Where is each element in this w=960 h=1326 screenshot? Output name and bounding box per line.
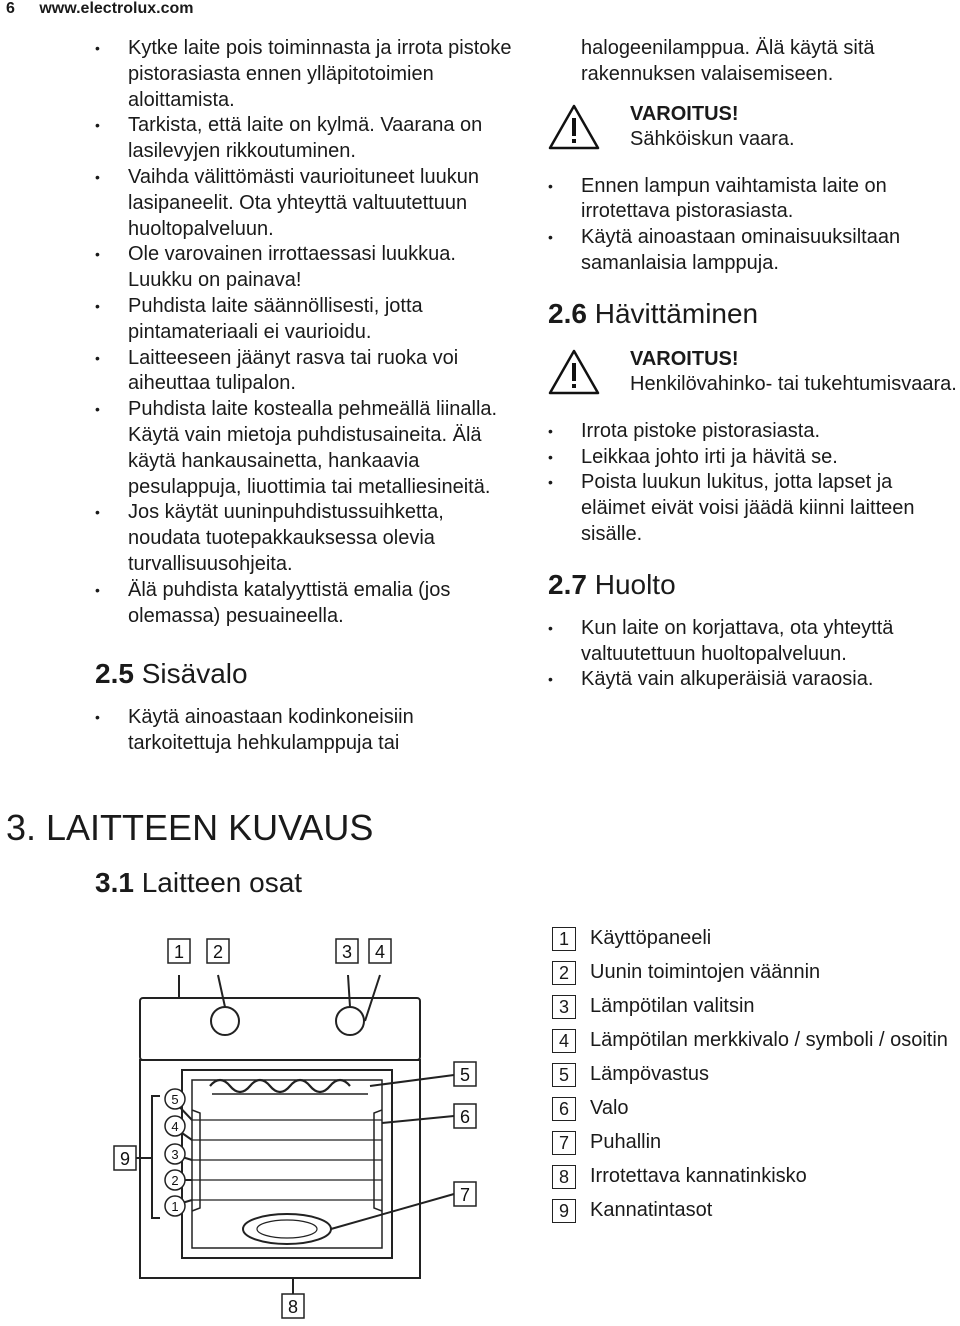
- legend-number: 9: [552, 1199, 576, 1223]
- callout-6: 6: [459, 1107, 471, 1127]
- section-title: Hävittäminen: [594, 297, 759, 329]
- page-header: [6, 0, 193, 20]
- section-title: Sisävalo: [141, 658, 248, 690]
- list-item: • Käytä ainoastaan kodinkoneisiin tarkoitettuja hehkulamppuja tai: [95, 705, 515, 757]
- callout-7: 7: [459, 1185, 471, 1205]
- legend-label: Kannatintasot: [590, 1199, 713, 1221]
- legend-item: [552, 960, 952, 985]
- legend-label: Lämpövastus: [590, 1063, 709, 1085]
- section-number: 2.5: [95, 658, 134, 690]
- maintenance-bullets: [95, 36, 515, 629]
- section-number: 2.7: [548, 568, 587, 600]
- lamp-warning-bullets: [548, 174, 960, 277]
- section-heading-2-5: [95, 657, 515, 691]
- legend-label: Valo: [590, 1097, 629, 1119]
- callout-2: 2: [212, 942, 224, 962]
- legend-number: 1: [552, 927, 576, 951]
- section-heading-2-6: [548, 297, 960, 331]
- list-item: • Tarkista, että laite on kylmä. Vaarana on lasilevyjen rikkoutuminen.: [95, 113, 515, 165]
- legend-item: [552, 926, 952, 951]
- list-item: • Irrota pistoke pistorasiasta.: [548, 419, 960, 445]
- callout-5: 5: [459, 1065, 471, 1085]
- list-item: • Käytä ainoastaan ominaisuuksiltaan samanlaisia lamppuja.: [548, 225, 960, 277]
- left-column: [95, 36, 515, 757]
- disposal-bullets: [548, 419, 960, 548]
- section-number: 2.6: [548, 297, 587, 329]
- warning-title: VAROITUS!: [630, 102, 739, 125]
- legend-label: Lämpötilan merkkivalo / symboli / osoitin: [590, 1029, 948, 1051]
- section-title: Huolto: [594, 568, 676, 600]
- legend-number: 5: [552, 1063, 576, 1087]
- legend-number: 3: [552, 995, 576, 1019]
- legend-number: 8: [552, 1165, 576, 1189]
- section-heading-3-1: [95, 866, 302, 900]
- shelf-level-1: 1: [171, 1199, 179, 1214]
- section-number: 3.1: [95, 867, 134, 898]
- shelf-level-2: 2: [171, 1173, 179, 1188]
- lamp-bullets: [95, 705, 515, 757]
- chapter-title: 3. LAITTEEN KUVAUS: [6, 807, 374, 848]
- warning-text: Sähköiskun vaara.: [630, 127, 795, 150]
- continued-text: halogeenilamppua. Älä käytä sitä rakennuksen valaisemiseen.: [581, 37, 875, 85]
- legend-label: Uunin toimintojen väännin: [590, 961, 821, 983]
- legend-label: Käyttöpaneeli: [590, 927, 712, 949]
- list-item: • Vaihda välittömästi vaurioituneet luukun lasipaneelit. Ota yhteyttä valtuutettuun huoltopalveluun.: [95, 165, 515, 242]
- warning-electric: [548, 102, 960, 152]
- callout-4: 4: [374, 942, 386, 962]
- legend-item: [552, 1062, 952, 1087]
- list-item: • Leikkaa johto irti ja hävitä se.: [548, 445, 960, 471]
- warning-text: Henkilövahinko- tai tukehtumisvaara.: [630, 372, 957, 395]
- list-item: • Puhdista laite kostealla pehmeällä liinalla. Käytä vain mietoja puhdistusaineita. Älä käytä hankausainetta, hankaavia pesulappuja, liuottimia tai metalliesineitä.: [95, 397, 515, 500]
- site-url[interactable]: www.electrolux.com: [39, 0, 194, 17]
- legend-number: 4: [552, 1029, 576, 1053]
- list-item: • Ole varovainen irrottaessasi luukkua. Luukku on painava!: [95, 242, 515, 294]
- right-column: [548, 36, 960, 693]
- list-item: • Käytä vain alkuperäisiä varaosia.: [548, 667, 960, 693]
- callout-9: 9: [119, 1149, 131, 1169]
- legend-number: 7: [552, 1131, 576, 1155]
- list-item: • Kytke laite pois toiminnasta ja irrota pistoke pistorasiasta ennen ylläpitotoimien aloittamista.: [95, 36, 515, 113]
- list-item: • Älä puhdista katalyyttistä emalia (jos olemassa) pesuaineella.: [95, 578, 515, 630]
- list-item: • Ennen lampun vaihtamista laite on irrotettava pistorasiasta.: [548, 174, 960, 226]
- legend-label: Lämpötilan valitsin: [590, 995, 755, 1017]
- legend-item: [552, 994, 952, 1019]
- list-item: • Laitteeseen jäänyt rasva tai ruoka voi aiheuttaa tulipalon.: [95, 346, 515, 398]
- service-bullets: [548, 616, 960, 693]
- page-number: 6: [6, 0, 15, 17]
- list-item: • Kun laite on korjattava, ota yhteyttä valtuutettuun huoltopalveluun.: [548, 616, 960, 668]
- list-item: • Poista luukun lukitus, jotta lapset ja eläimet eivät voisi jäädä kiinni laitteen sisälle.: [548, 470, 960, 547]
- legend-number: 2: [552, 961, 576, 985]
- callout-8: 8: [287, 1297, 299, 1317]
- oven-illustration: [100, 938, 500, 1321]
- warning-triangle-icon: [548, 349, 600, 395]
- warning-title: VAROITUS!: [630, 347, 739, 370]
- oven-diagram: [100, 938, 500, 1318]
- section-title: Laitteen osat: [141, 867, 303, 898]
- legend-item: [552, 1096, 952, 1121]
- legend-item: [552, 1164, 952, 1189]
- warning-disposal: [548, 347, 960, 397]
- warning-triangle-icon: [548, 104, 600, 150]
- legend-item: [552, 1028, 952, 1053]
- shelf-level-4: 4: [171, 1119, 179, 1134]
- shelf-level-3: 3: [171, 1147, 179, 1162]
- legend-item: [552, 1198, 952, 1223]
- list-item: • Puhdista laite säännöllisesti, jotta pintamateriaali ei vaurioidu.: [95, 294, 515, 346]
- section-heading-2-7: [548, 568, 960, 602]
- list-item: • Jos käytät uuninpuhdistussuihketta, noudata tuotepakkauksessa olevia turvallisuusohjeita.: [95, 500, 515, 577]
- legend-label: Puhallin: [590, 1131, 662, 1153]
- callout-1: 1: [173, 942, 185, 962]
- legend-number: 6: [552, 1097, 576, 1121]
- legend-item: [552, 1130, 952, 1155]
- shelf-level-5: 5: [171, 1092, 179, 1107]
- legend-label: Irrotettava kannatinkisko: [590, 1165, 807, 1187]
- callout-3: 3: [341, 942, 353, 962]
- parts-legend: [552, 926, 952, 1232]
